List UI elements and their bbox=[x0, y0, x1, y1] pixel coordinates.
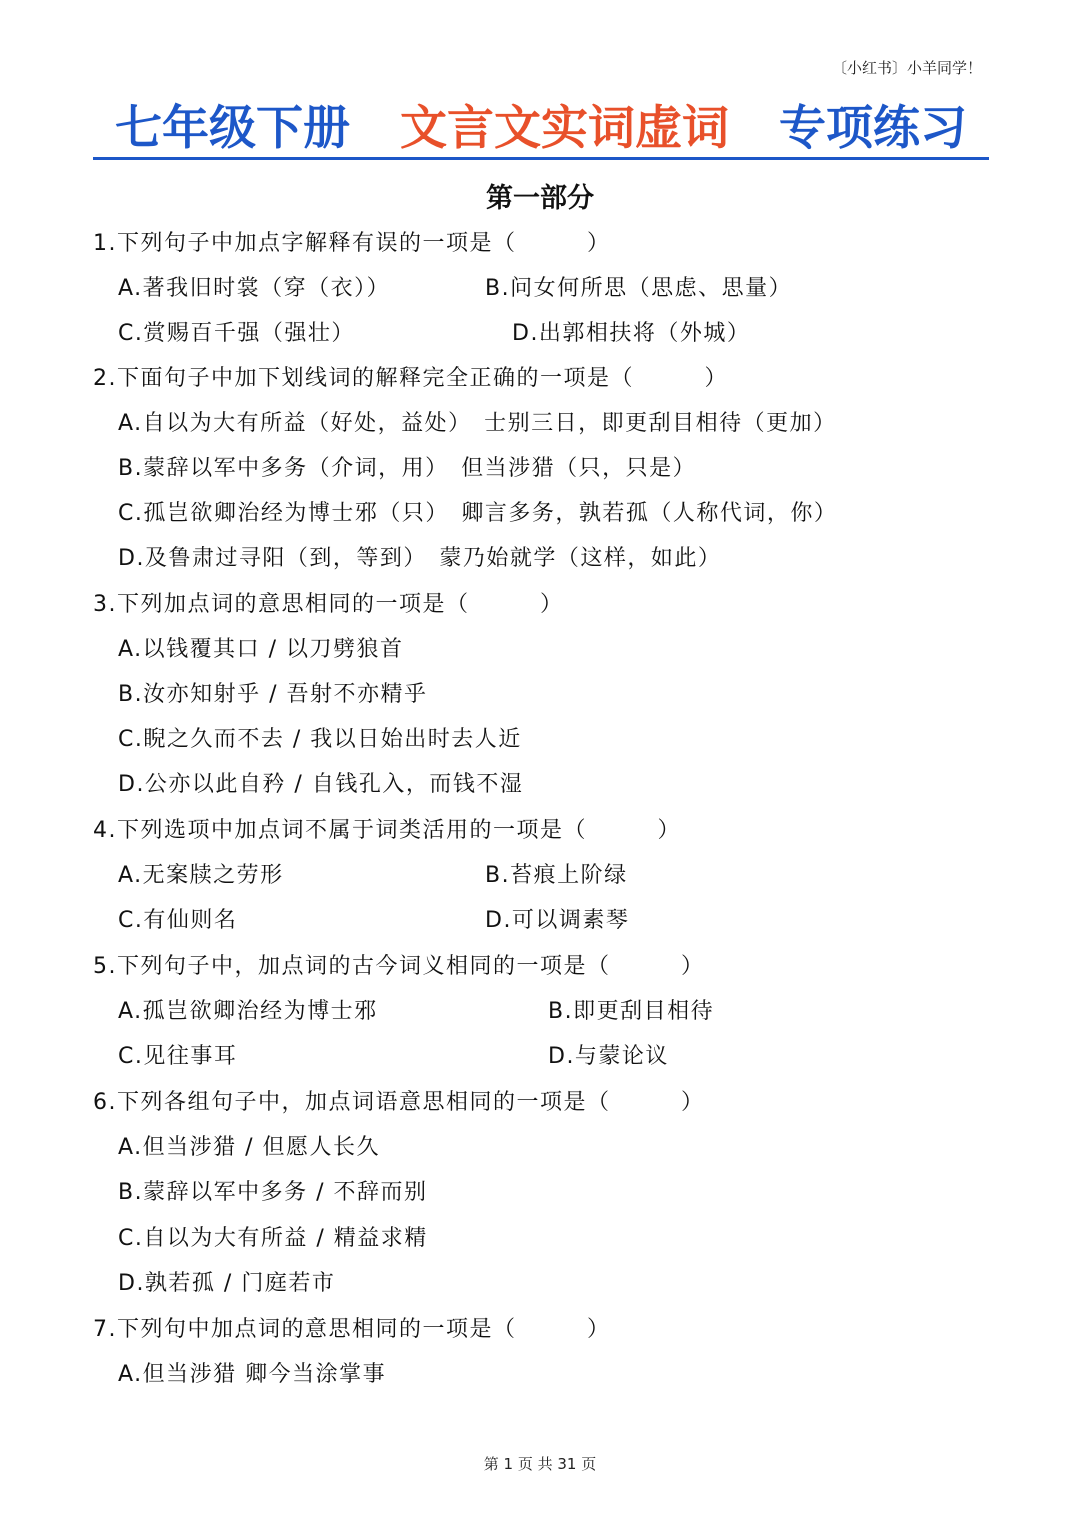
question-5-stem: 5.下列句子中，加点词的古今词义相同的一项是（ ） bbox=[93, 954, 705, 979]
question-3-option-b: B.汝亦知射乎 / 吾射不亦精乎 bbox=[118, 682, 428, 707]
section-heading: 第一部分 bbox=[486, 183, 594, 214]
question-5-option-c: C.见往事耳 bbox=[118, 1044, 238, 1069]
title-grade: 七年级下册 bbox=[115, 101, 350, 156]
question-1-option-a: A.著我旧时裳（穿（衣）） bbox=[118, 276, 391, 301]
question-5-option-b: B.即更刮目相待 bbox=[548, 999, 715, 1024]
question-1-stem: 1.下列句子中加点字解释有误的一项是（ ） bbox=[93, 231, 611, 256]
question-5-option-d: D.与蒙论议 bbox=[548, 1044, 669, 1069]
question-2-stem: 2.下面句子中加下划线词的解释完全正确的一项是（ ） bbox=[93, 366, 728, 391]
question-7-option-a: A.但当涉猎 卿今当涂掌事 bbox=[118, 1362, 387, 1387]
question-1-option-d: D.出郭相扶将（外城） bbox=[512, 321, 751, 346]
question-6-option-d: D.孰若孤 / 门庭若市 bbox=[118, 1271, 336, 1296]
question-4-option-b: B.苔痕上阶绿 bbox=[485, 863, 628, 888]
question-2-option-a: A.自以为大有所益（好处，益处） 士别三日，即更刮目相待（更加） bbox=[118, 411, 837, 436]
question-3-option-d: D.公亦以此自矜 / 自钱孔入，而钱不湿 bbox=[118, 772, 524, 797]
question-3-stem: 3.下列加点词的意思相同的一项是（ ） bbox=[93, 592, 564, 617]
question-6-stem: 6.下列各组句子中，加点词语意思相同的一项是（ ） bbox=[93, 1090, 705, 1115]
question-2-option-c: C.孤岂欲卿治经为博士邪（只） 卿言多务，孰若孤（人称代词，你） bbox=[118, 501, 838, 526]
question-4-option-c: C.有仙则名 bbox=[118, 908, 238, 933]
question-6-option-a: A.但当涉猎 / 但愿人长久 bbox=[118, 1135, 381, 1160]
title-underline bbox=[93, 157, 989, 160]
question-1-option-b: B.问女何所思（思虑、思量） bbox=[485, 276, 793, 301]
page-title bbox=[93, 102, 989, 156]
source-note: 〔小红书〕小羊同学！ bbox=[831, 59, 982, 77]
question-3-option-c: C.睨之久而不去 / 我以日始出时去人近 bbox=[118, 727, 522, 752]
question-4-stem: 4.下列选项中加点词不属于词类活用的一项是（ ） bbox=[93, 818, 681, 843]
page-number: 第 1 页 共 31 页 bbox=[483, 1455, 597, 1473]
question-5-option-a: A.孤岂欲卿治经为博士邪 bbox=[118, 999, 378, 1024]
question-4-option-d: D.可以调素琴 bbox=[485, 908, 630, 933]
question-2-option-b: B.蒙辞以军中多务（介词，用） 但当涉猎（只，只是） bbox=[118, 456, 697, 481]
question-4-option-a: A.无案牍之劳形 bbox=[118, 863, 284, 888]
question-6-option-b: B.蒙辞以军中多务 / 不辞而别 bbox=[118, 1180, 428, 1205]
question-6-option-c: C.自以为大有所益 / 精益求精 bbox=[118, 1226, 428, 1251]
title-topic: 文言文实词虚词 bbox=[400, 101, 729, 156]
question-1-option-c: C.赏赐百千强（强壮） bbox=[118, 321, 355, 346]
title-type: 专项练习 bbox=[779, 101, 967, 156]
question-7-stem: 7.下列句中加点词的意思相同的一项是（ ） bbox=[93, 1317, 611, 1342]
question-3-option-a: A.以钱覆其口 / 以刀劈狼首 bbox=[118, 637, 404, 662]
question-2-option-d: D.及鲁肃过寻阳（到，等到） 蒙乃始就学（这样，如此） bbox=[118, 546, 722, 571]
